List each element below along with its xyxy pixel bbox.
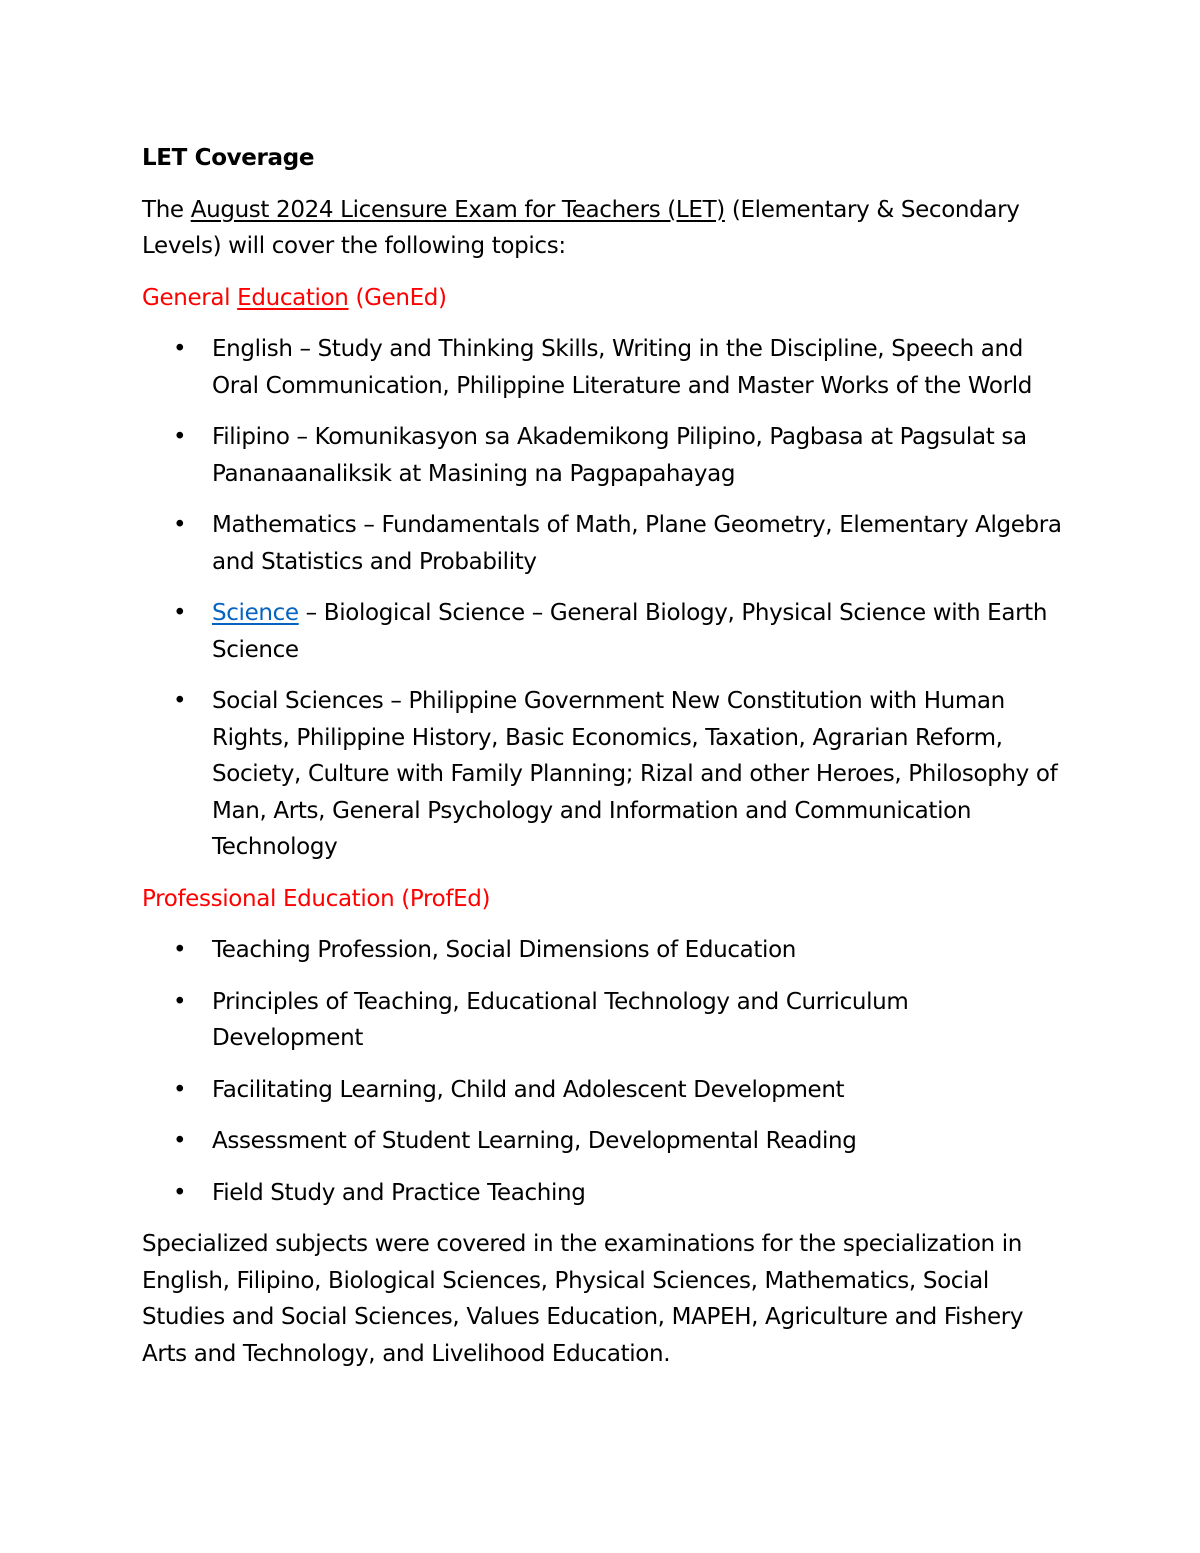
gened-education-link[interactable]: Education [237,284,349,311]
bullet-icon: • [173,600,187,626]
gened-heading [142,280,1062,317]
list-item-text: Filipino – Komunikasyon sa Akademikong Pilipino, Pagbasa at Pagsulat sa Pananaanaliksik at Masining na Pagpapahayag [212,424,1027,487]
profed-list [142,932,1062,1211]
document-page [142,140,1062,1372]
bullet-icon: • [173,988,187,1015]
list-item-text: Teaching Profession, Social Dimensions of Education [212,937,797,963]
bullet-icon: • [173,688,187,714]
intro-text-after: (Elementary & Secondary Levels) will cover the following topics: [142,196,1020,259]
list-item-science [142,595,1062,668]
list-item-text: Facilitating Learning, Child and Adolescent Development [212,1076,845,1103]
list-item-text: Assessment of Student Learning, Developmental Reading [212,1128,857,1154]
bullet-icon: • [173,1128,187,1154]
list-item-mathematics [142,507,1062,580]
list-item-text: English – Study and Thinking Skills, Writing in the Discipline, Speech and Oral Communication, Philippine Literature and Master Works of the World [212,336,1033,399]
list-item-text: Mathematics – Fundamentals of Math, Plane Geometry, Elementary Algebra and Statistics and Probability [212,512,1062,575]
bullet-icon: • [173,937,187,963]
intro-paragraph [142,192,1062,265]
list-item-facilitating-learning [142,1072,1062,1109]
list-item-filipino [142,419,1062,492]
list-item-field-study [142,1175,1062,1212]
list-item-principles-of-teaching [142,984,1062,1057]
bullet-icon: • [173,1179,187,1206]
document-title: LET Coverage [142,145,315,171]
gened-heading-part2: (GenEd) [348,284,447,311]
profed-heading: Professional Education (ProfEd) [142,885,491,912]
bullet-icon: • [173,336,187,362]
intro-exam-link[interactable]: August 2024 Licensure Exam for Teachers (LET) [190,196,725,223]
intro-text-before: The [142,196,191,223]
closing-paragraph: Specialized subjects were covered in the examinations for the specialization in English, Filipino, Biological Sciences, Physical Sciences, Mathematics, Social Studies and Social Sciences, Values Education, MAPEH, Agriculture and Fishery Arts and Technology, and Livelihood Education. [142,1231,1024,1367]
list-item-text: – Biological Science – General Biology, Physical Science with Earth Science [212,600,1048,663]
list-item-teaching-profession [142,932,1062,969]
bullet-icon: • [173,424,187,450]
list-item-text: Principles of Teaching, Educational Technology and Curriculum Development [212,988,909,1051]
list-item-english [142,331,1062,404]
bullet-icon: • [173,512,187,538]
list-item-text: Field Study and Practice Teaching [212,1179,586,1206]
list-item-social-sciences [142,683,1062,866]
gened-list [142,331,1062,866]
bullet-icon: • [173,1076,187,1103]
list-item-text: Social Sciences – Philippine Government New Constitution with Human Rights, Philippine History, Basic Economics, Taxation, Agrarian Reform, Society, Culture with Family Planning; Rizal and other Heroes, Philosophy of Man, Arts, General Psychology and Information and Communication Technology [212,688,1058,860]
gened-heading-part1: General [142,284,238,311]
list-item-assessment [142,1123,1062,1160]
science-link[interactable]: Science [212,600,299,626]
